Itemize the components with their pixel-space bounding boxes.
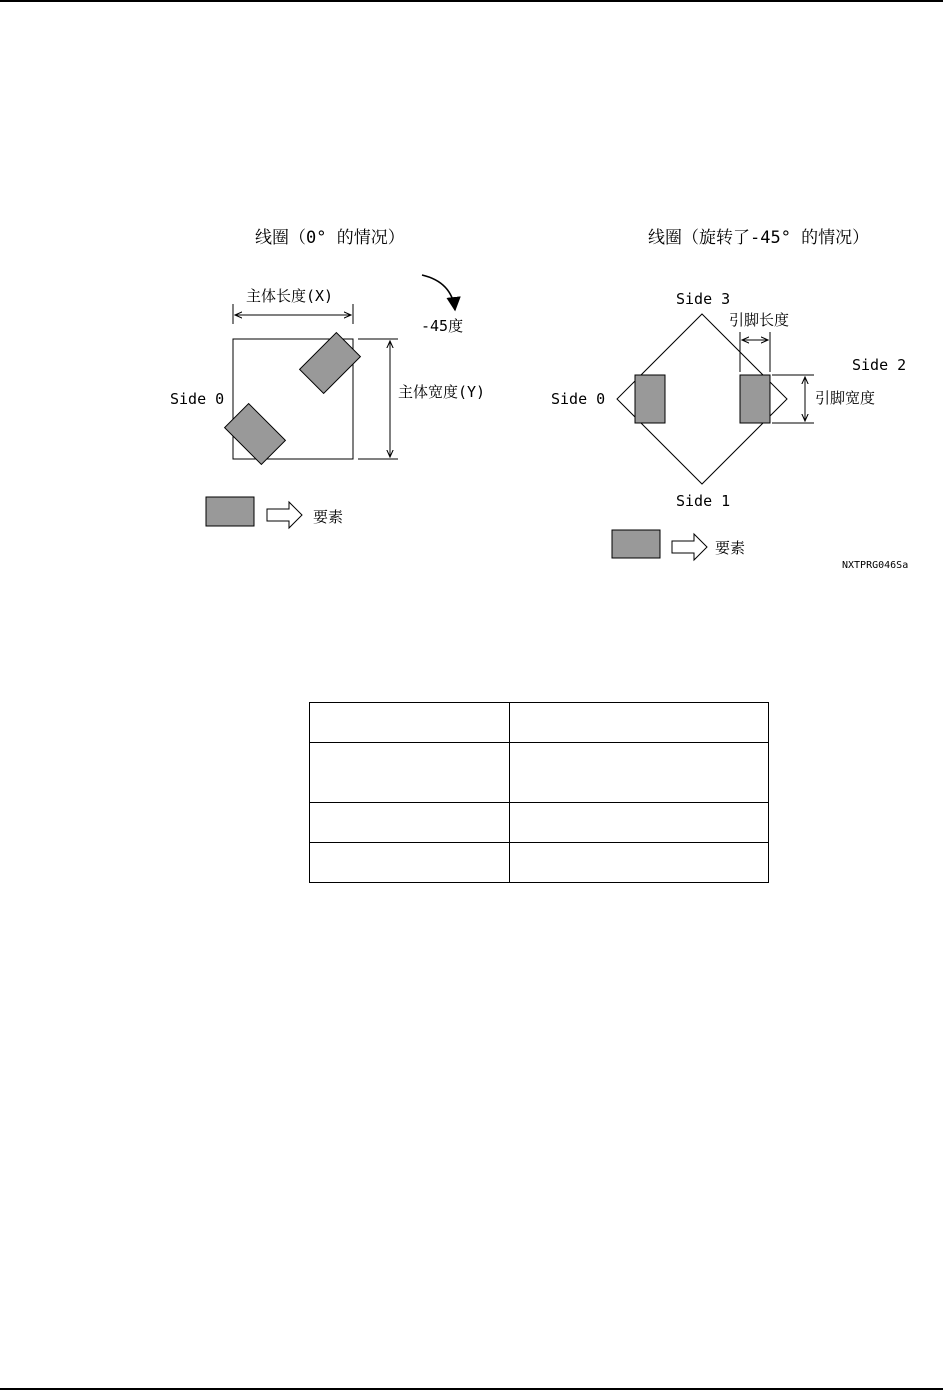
side2-label: Side 2 [852, 356, 907, 374]
right-legend-swatch [612, 530, 660, 558]
bottom-rule [0, 1388, 943, 1390]
table-cell [310, 743, 510, 803]
table-cell [510, 703, 769, 743]
left-side0-label: Side 0 [170, 390, 225, 408]
lead-length-label: 引脚长度 [729, 311, 790, 329]
table-cell [310, 843, 510, 883]
table-row [310, 803, 769, 843]
empty-table [309, 702, 769, 883]
lead-width-label: 引脚宽度 [815, 389, 876, 407]
table-cell [310, 803, 510, 843]
right-side0-label: Side 0 [551, 390, 606, 408]
figure-code: NXTPRG046Sa [842, 560, 909, 571]
side3-label: Side 3 [676, 290, 731, 308]
body-width-label: 主体宽度(Y) [398, 383, 486, 401]
element-bottom-left [225, 404, 286, 465]
coil-diagram [0, 0, 943, 620]
left-legend-swatch [206, 497, 254, 526]
table-row [310, 743, 769, 803]
table-cell [310, 703, 510, 743]
left-legend-label: 要素 [313, 508, 344, 526]
element-left [635, 375, 665, 423]
left-caption: 线圈（0° 的情况） [255, 228, 405, 248]
right-caption: 线圈（旋转了-45° 的情况） [648, 228, 870, 248]
left-legend-arrow-icon [267, 502, 302, 528]
table-cell [510, 843, 769, 883]
body-length-label: 主体长度(X) [246, 287, 334, 305]
table-row [310, 843, 769, 883]
rotation-arrow [422, 275, 455, 310]
right-legend-arrow-icon [672, 534, 707, 560]
table-row [310, 703, 769, 743]
table-cell [510, 803, 769, 843]
rotation-label: -45度 [421, 317, 464, 335]
right-legend-label: 要素 [715, 539, 746, 557]
element-right [740, 375, 770, 423]
table-cell [510, 743, 769, 803]
element-top-right [300, 333, 361, 394]
side1-label: Side 1 [676, 492, 731, 510]
